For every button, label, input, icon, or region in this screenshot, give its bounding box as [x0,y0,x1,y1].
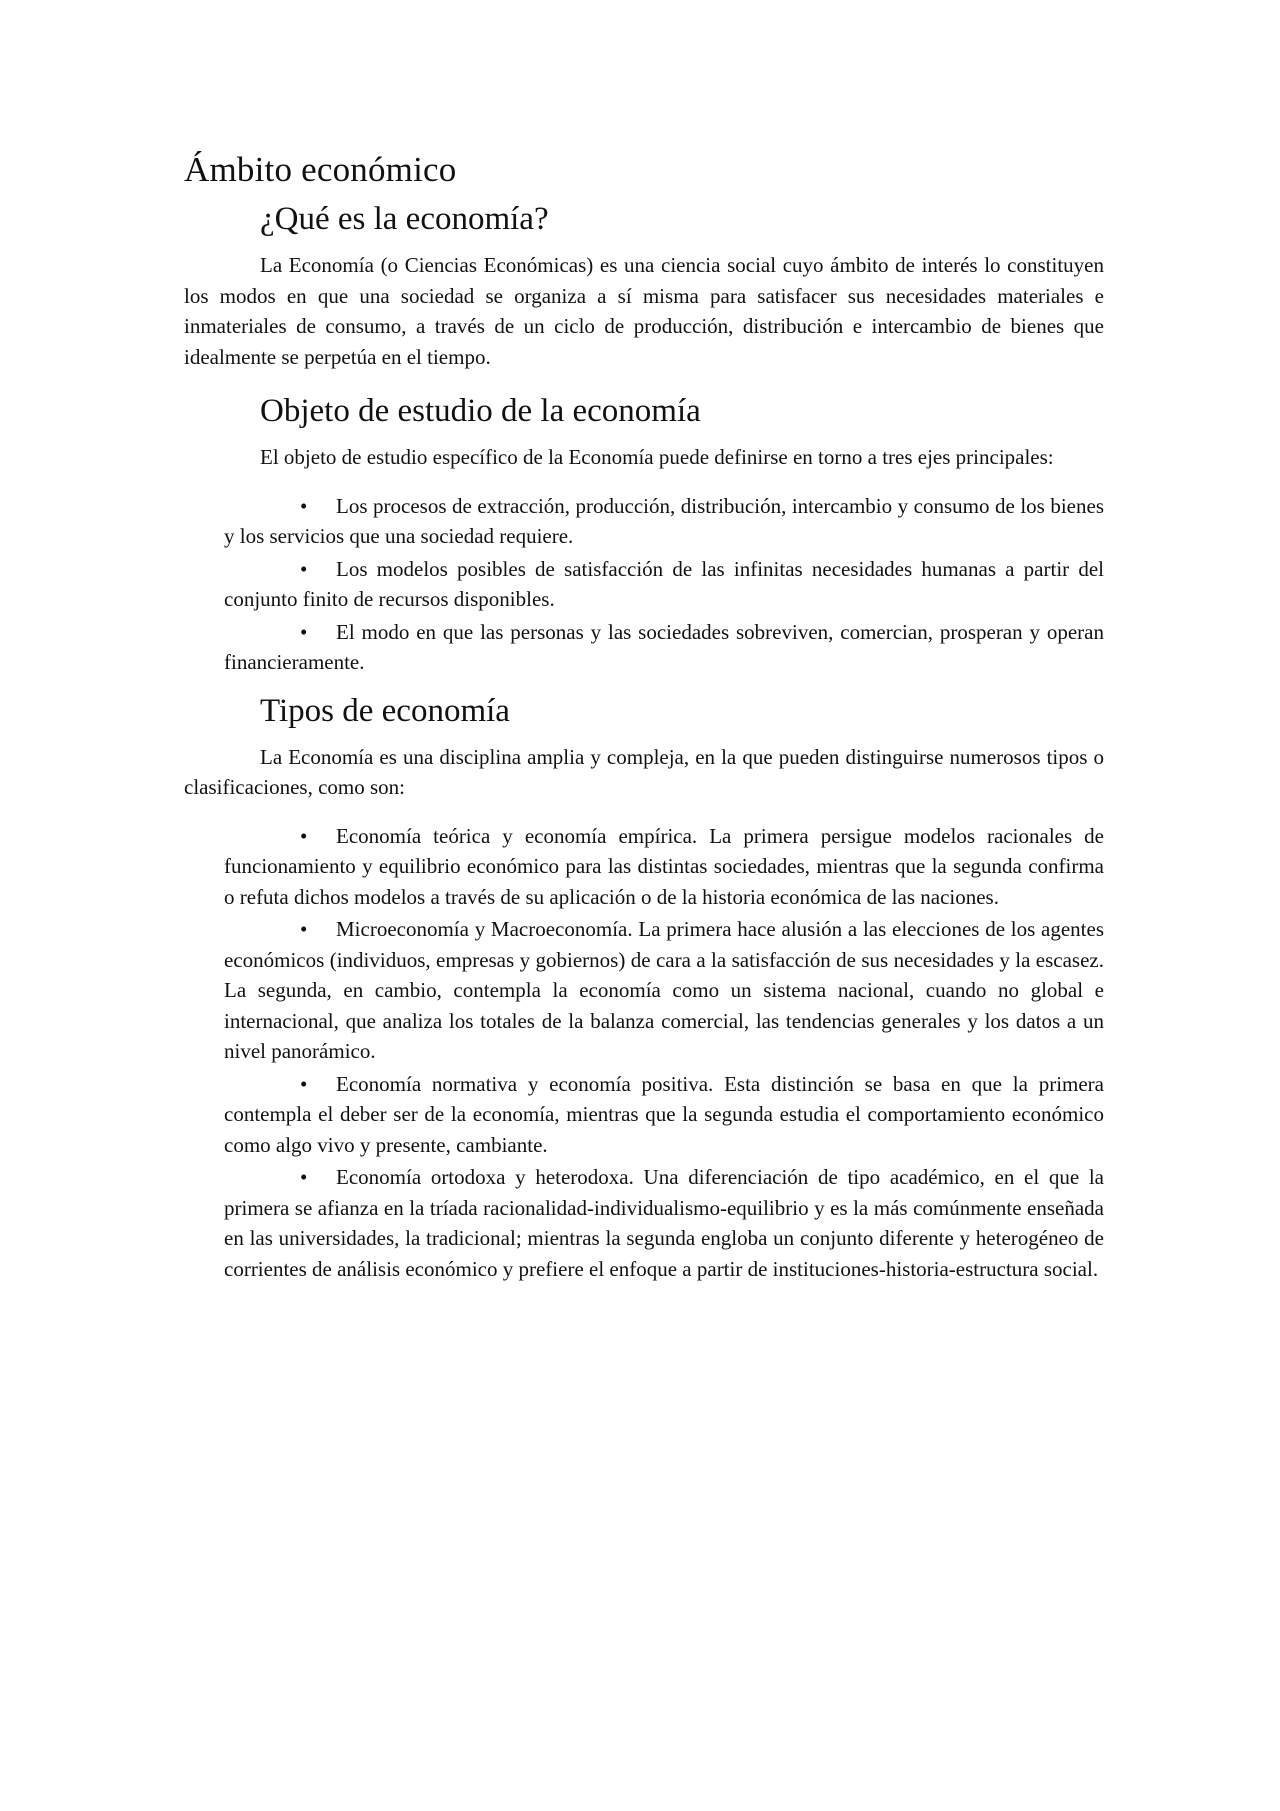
bullet-icon: • [300,556,308,581]
section-paragraph-objeto: El objeto de estudio específico de la Economía puede definirse en torno a tres ejes principales: [260,445,1054,469]
section-heading-que-es: ¿Qué es la economía? [260,201,549,237]
bullet-icon: • [300,1071,308,1096]
list-item [224,1162,1104,1284]
list-item [224,1069,1104,1161]
list-item [224,821,1104,913]
list-item [224,914,1104,1067]
document-page [184,148,1104,1286]
list-item-text: El modo en que las personas y las sociedades sobreviven, comercian, prosperan y operan financieramente. [224,619,1104,674]
bullet-icon: • [300,619,308,644]
section-paragraph-que-es: La Economía (o Ciencias Económicas) es una ciencia social cuyo ámbito de interés lo constituyen los modos en que una sociedad se organiza a sí misma para satisfacer sus necesidades materiales e inmateriales de consumo, a través de un ciclo de producción, distribución e intercambio de bienes que idealmente se perpetúa en el tiempo. [184,253,1104,369]
bullet-icon: • [300,1165,308,1189]
list-item-text: Los procesos de extracción, producción, distribución, intercambio y consumo de los bienes y los servicios que una sociedad requiere. [224,493,1104,548]
bullet-list-objeto [184,491,1104,678]
list-item [224,491,1104,552]
list-item-text: Economía ortodoxa y heterodoxa. Una diferenciación de tipo académico, en el que la primera se afianza en la tríada racionalidad-individualismo-equilibrio y es la más comúnmente enseñada en las universidades, la tradicional; mientras la segunda engloba un conjunto diferente y heterogéneo de corrientes de análisis económico y prefiere el enfoque a partir de instituciones-historia-estructura social. [224,1165,1104,1281]
bullet-icon: • [300,493,308,518]
list-item [224,554,1104,615]
bullet-icon: • [300,823,308,848]
bullet-list-tipos [184,821,1104,1285]
section-heading-objeto: Objeto de estudio de la economía [260,393,701,429]
document-title: Ámbito económico [184,150,457,189]
section-paragraph-tipos: La Economía es una disciplina amplia y compleja, en la que pueden distinguirse numerosos tipos o clasificaciones, como son: [184,744,1104,799]
list-item-text: Microeconomía y Macroeconomía. La primera hace alusión a las elecciones de los agentes económicos (individuos, empresas y gobiernos) de cara a la satisfacción de sus necesidades y la escasez. La segunda, en cambio, contempla la economía como un sistema nacional, cuando no global e internacional, que analiza los totales de la balanza comercial, las tendencias generales y los datos a un nivel panorámico. [224,917,1104,1063]
list-item-text: Los modelos posibles de satisfacción de las infinitas necesidades humanas a partir del conjunto finito de recursos disponibles. [224,556,1104,611]
list-item-text: Economía normativa y economía positiva. Esta distinción se basa en que la primera contempla el deber ser de la economía, mientras que la segunda estudia el comportamiento económico como algo vivo y presente, cambiante. [224,1071,1104,1157]
section-heading-tipos: Tipos de economía [260,692,510,729]
list-item-text: Economía teórica y economía empírica. La primera persigue modelos racionales de funcionamiento y equilibrio económico para las distintas sociedades, mientras que la segunda confirma o refuta dichos modelos a través de su aplicación o de la historia económica de las naciones. [224,823,1104,909]
list-item [224,617,1104,678]
bullet-icon: • [300,917,308,941]
